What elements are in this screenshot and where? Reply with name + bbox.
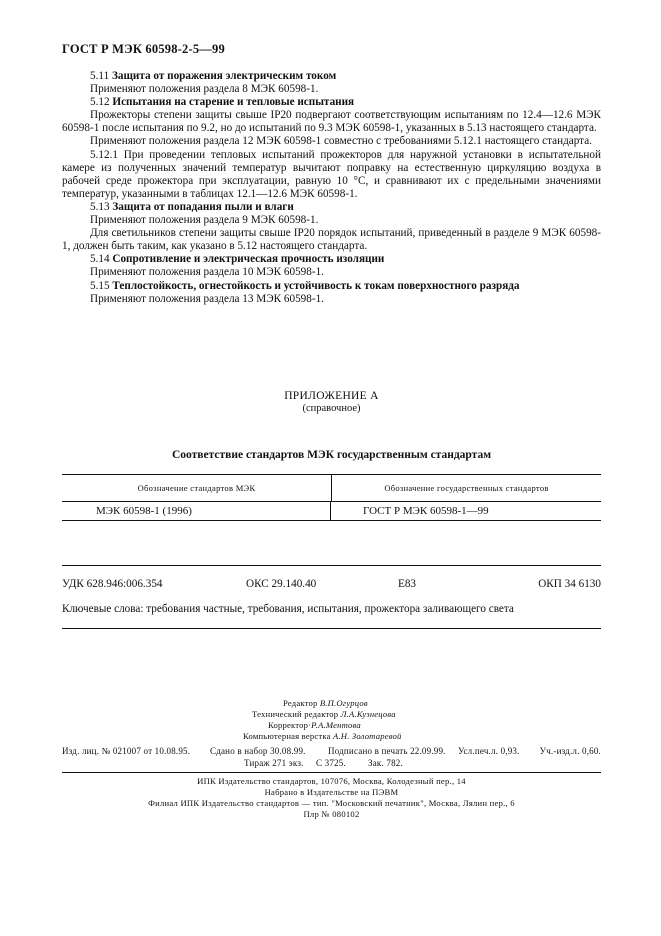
publisher-line: Филиал ИПК Издательство стандартов — тип. "Московский печатник", Москва, Лялин пер., 6 <box>148 798 515 808</box>
okp-code: ОКП 34 6130 <box>538 578 601 590</box>
paragraph: Для светильников степени защиты свыше IP20 порядок испытаний, приведенный в разделе 9 МЭК 60598-1, должен быть таким, как указано в 5.12 настоящего стандарта. <box>62 227 601 253</box>
publisher-line: ИПК Издательство стандартов, 107076, Москва, Колодезный пер., 14 <box>197 776 466 786</box>
paragraph: Применяют положения раздела 10 МЭК 60598-1. <box>90 266 324 279</box>
section-heading: 5.14 Сопротивление и электрическая прочность изоляции <box>90 253 385 266</box>
table-cell: ГОСТ Р МЭК 60598-1—99 <box>363 505 489 517</box>
correspondence-table <box>62 474 601 521</box>
oks-code: ОКС 29.140.40 <box>246 578 317 590</box>
credit-line: Редактор В.П.Огурцов <box>283 698 368 708</box>
divider <box>62 565 601 566</box>
section-heading: 5.13 Защита от попадания пыли и влаги <box>90 200 294 213</box>
keywords: Ключевые слова: требования частные, требования, испытания, прожектора заливающего света <box>62 603 514 615</box>
divider <box>62 628 601 629</box>
table-header <box>62 475 601 502</box>
paragraph: 5.12.1 При проведении тепловых испытаний прожекторов для наружной установки в испытательной камере из полученных значений температур вычитают поправку на естественную циркуляцию воздуха в рабочей среде прожектора при эксплуатации, равную 10 °С, и сравнивают их с предельными значениями температур, указанными в таблицах 12.1—12.6 МЭК 60598-1. <box>62 148 601 200</box>
paragraph: Применяют положения раздела 12 МЭК 60598-1 совместно с требованиями 5.12.1 настоящего стандарта. <box>90 135 592 148</box>
paragraph: Прожекторы степени защиты свыше IP20 подвергают соответствующим испытаниям по 12.4—12.6 МЭК 60598-1 после испытания по 9.2, но до испытаний по 9.3 МЭК 60598-1, указанных в 5.13 настоящего стандарта. <box>62 109 601 135</box>
document-header: ГОСТ Р МЭК 60598-2-5—99 <box>62 42 225 56</box>
credit-line: Корректор·Р.А.Ментова <box>268 720 361 730</box>
paragraph: Применяют положения раздела 9 МЭК 60598-1. <box>90 214 319 227</box>
publisher-line: Набрано в Издательстве на ПЭВМ <box>264 787 399 797</box>
publisher-line: Плр № 080102 <box>303 809 360 819</box>
column-header-gost: Обозначение государственных стандартов <box>384 483 549 493</box>
credit-line: Технический редактор Л.А.Кузнецова <box>252 709 396 719</box>
credit-line: Компьютерная верстка А.Н. Золотаревой <box>243 731 402 741</box>
paragraph: Применяют положения раздела 8 МЭК 60598-1. <box>90 83 319 96</box>
section-heading: 5.11 Защита от поражения электрическим током <box>90 70 337 82</box>
section-heading: 5.15 Теплостойкость, огнестойкость и устойчивость к токам поверхностного разряда <box>90 279 520 292</box>
divider <box>62 772 601 773</box>
udk-code: УДК 628.946:006.354 <box>62 578 163 590</box>
appendix-subtitle: (справочное) <box>302 403 361 414</box>
column-header-iec: Обозначение стандартов МЭК <box>62 475 332 501</box>
table-title: Соответствие стандартов МЭК государственным стандартам <box>171 449 492 461</box>
paragraph: Применяют положения раздела 13 МЭК 60598-1. <box>90 292 324 305</box>
appendix-title: ПРИЛОЖЕНИЕ А <box>284 390 379 402</box>
table-cell: МЭК 60598-1 (1996) <box>62 502 331 520</box>
category-code: Е83 <box>398 578 417 590</box>
table-row <box>62 502 601 520</box>
section-heading: 5.12 Испытания на старение и тепловые испытания <box>90 96 355 109</box>
document-page: ГОСТ Р МЭК 60598-2-5—99 5.11 Защита от поражения электрическим током Применяют положения раздела 8 МЭК 60598-1. 5.12 Испытания на старение и тепловые испытания Прожекторы степени защиты свыше IP20 подвергают соответствующим испытаниям по 12.4—12.6 МЭК 60598-1 после испытания по 9.2, но до испытаний по 9.3 МЭК 60598-1, указанных в 5.13 настоящего стандарта. Применяют положения раздела 12 МЭК 60598-1 совместно с требованиями 5.12.1 настоящего стандарта. 5.12.1 При проведении тепловых испытаний прожекторов для наружной установки в испытательной камере из полученных значений температур вычитают поправку на естественную циркуляцию воздуха в рабочей среде прожектора при эксплуатации, равную 10 °С, и сравнивают их с предельными значениями температур, указанными в таблицах 12.1—12.6 МЭК 60598-1. 5.13 Защита от попадания пыли и влаги Применяют положения раздела 9 МЭК 60598-1. Для светильников степени защиты свыше IP20 порядок испытаний, приведенный в разделе 9 МЭК 60598-1, должен быть таким, как указано в 5.12 настоящего стандарта. 5.14 Сопротивление и электрическая прочность изоляции Применяют положения раздела 10 МЭК 60598-1. 5.15 Теплостойкость, огнестойкость и устойчивость к токам поверхностного разряда Применяют положения раздела 13 МЭК 60598-1. ПРИЛОЖЕНИЕ А (справочное) Соответствие стандартов МЭК государственным стандартам Обозначение стандартов МЭК Обозначение государственных стандартов МЭК 60598-1 (1996) ГОСТ Р МЭК 60598-1—99 УДК 628.946:006.354 ОКС 29.140.40 Е83 ОКП 34 6130 Ключевые слова: требования частные, требования, испытания, прожектора заливающего света Редактор В.П.Огурцов Технический редактор Л.А.Кузнецова Корректор·Р.А.Ментова Компьютерная верстка А.Н. Золотаревой Изд. лиц. № 021007 от 10.08.95. Сдано в набор 30.08.99. Подписано в печать 22.09.99. Усл.печ.л. 0,93. Уч.-изд.л. 0,60. Тираж 271 экз. С 3725. Зак. 782. ИПК Издательство стандартов, 107076, Москва, Колодезный пер., 14 Набрано в Издательстве на ПЭВМ Филиал ИПК Издательство стандартов — тип. "Московский печатник", Москва, Лялин пер., 6 Плр № 080102 <box>62 42 601 819</box>
body-text <box>62 70 601 306</box>
